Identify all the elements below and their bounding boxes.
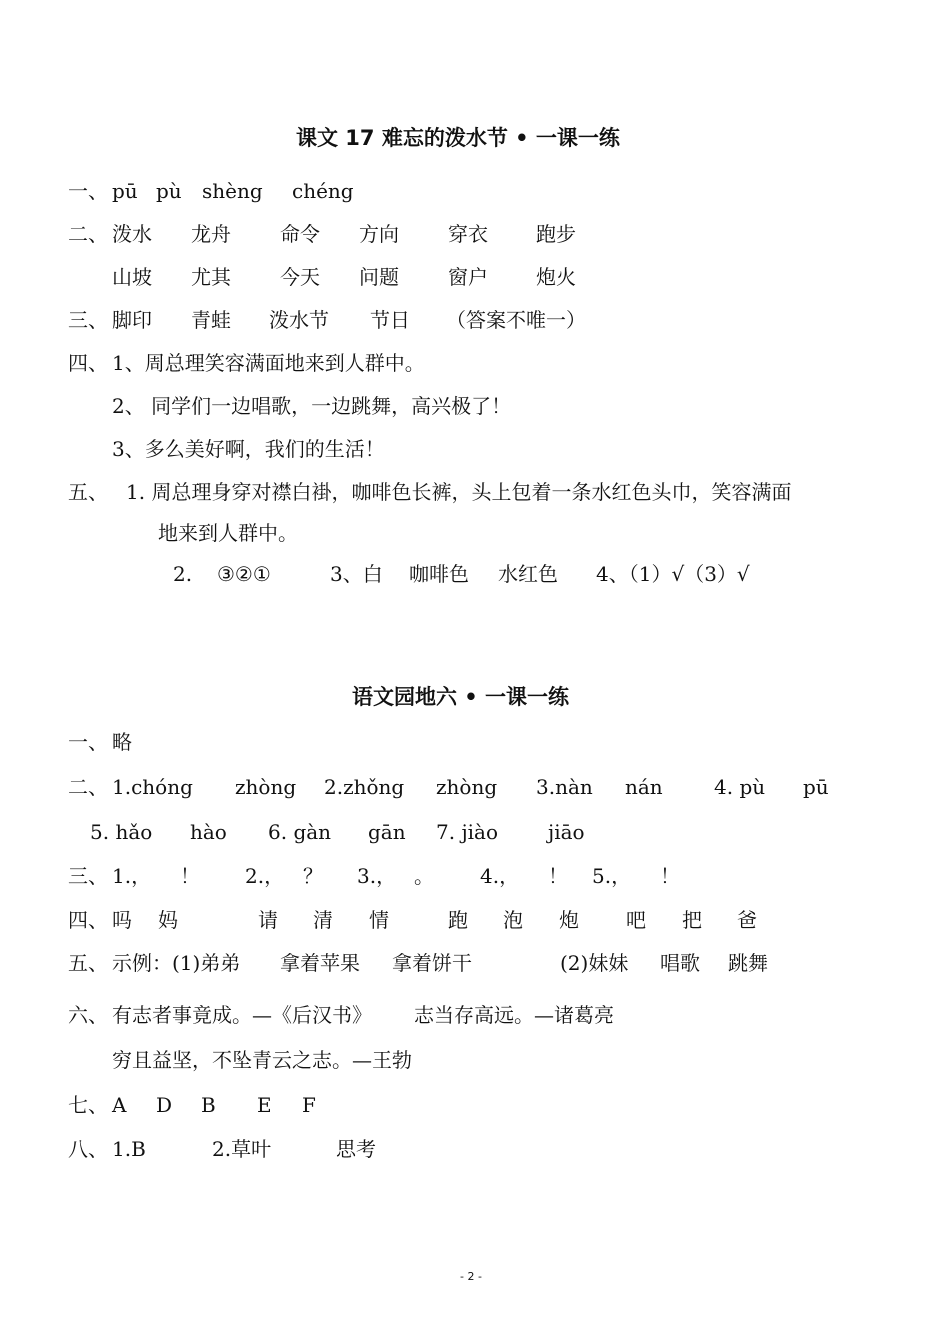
s1-q2-word: 穿衣 [448,222,488,246]
s2-q8-item: 思考 [336,1137,376,1161]
s1-q1-item: pū [112,179,138,203]
s2-q8-item: 2.草叶 [212,1137,272,1161]
s1-q5-answer: 2. [173,562,193,586]
s2-q2-item: jiāo [548,820,585,844]
s2-q2-item: pū [803,775,829,799]
s2-q2-item: zhòng [436,775,498,799]
s2-q3-item: ！ [548,864,568,888]
s2-q2-item: gān [368,820,406,844]
s1-q3-item: （答案不唯一） [446,308,586,332]
s1-q2-word: 尤其 [191,265,231,289]
s2-q4-char: 把 [682,908,702,932]
s1-q4-line: 1、周总理笑容满面地来到人群中。 [112,351,425,375]
s2-q2-number: 二、 [68,775,108,799]
s2-q8-number: 八、 [68,1137,108,1161]
s2-q5-item: 唱歌 [660,951,700,975]
s2-q2-item: nán [625,775,663,799]
s2-q2-item: 7. jiào [436,820,499,844]
s2-q4-char: 情 [369,908,389,932]
s1-q4-line: 3、多么美好啊，我们的生活！ [112,437,385,461]
page-number: - 2 - [460,1270,482,1283]
s2-q4-char: 清 [313,908,333,932]
s2-q2-item: 4. pù [714,775,766,799]
s2-q6-number: 六、 [68,1003,108,1027]
s2-q8-item: 1.B [112,1137,146,1161]
s2-q3-item: 4.， [480,864,520,888]
s1-q1-item: chéng [292,179,354,203]
s2-q2-item: 3.nàn [536,775,593,799]
s1-q3-item: 脚印 [112,308,152,332]
s2-q4-number: 四、 [68,908,108,932]
s2-q6-quote: 有志者事竟成。—《后汉书》 [112,1003,372,1027]
s1-q5-answer: 咖啡色 [409,562,469,586]
s2-q5-item: 跳舞 [728,951,768,975]
s1-q1-item: shèng [202,179,263,203]
s1-q3-item: 节日 [370,308,410,332]
s1-q2-word: 今天 [280,265,320,289]
s2-q3-item: ！ [660,864,680,888]
s2-q7-item: F [302,1093,316,1117]
s2-q3-item: 。 [414,864,434,888]
s1-q2-word: 命令 [280,222,320,246]
s2-q4-char: 请 [258,908,278,932]
s1-q1-number: 一、 [68,179,108,203]
s1-q4-line: 2、 同学们一边唱歌，一边跳舞，高兴极了！ [112,394,512,418]
s2-q7-item: B [201,1093,216,1117]
s1-q2-word: 问题 [359,265,399,289]
section2-title: 语文园地六 • 一课一练 [352,685,570,709]
s2-q5-item: 示例：(1)弟弟 [112,951,241,975]
s1-q5-number: 五、 [68,480,108,504]
s2-q4-char: 炮 [559,908,579,932]
s1-q2-word: 方向 [359,222,399,246]
s2-q2-item: 1.chóng [112,775,193,799]
s1-q2-word: 跑步 [536,222,576,246]
s1-q5-answer: 水红色 [498,562,558,586]
s1-q3-item: 泼水节 [269,308,329,332]
s2-q5-item: 拿着饼干 [392,951,472,975]
s1-q3-item: 青蛙 [191,308,231,332]
section1-title: 课文 17 难忘的泼水节 • 一课一练 [296,126,620,150]
s2-q2-item: zhòng [235,775,297,799]
s2-q7-item: A [112,1093,127,1117]
s1-q4-number: 四、 [68,351,108,375]
s1-q5-line: 1. 周总理身穿对襟白褂，咖啡色长裤，头上包着一条水红色头巾，笑容满面 [126,480,792,504]
s2-q2-item: 2.zhǒng [324,775,405,799]
s1-q2-word: 泼水 [112,222,152,246]
s2-q3-number: 三、 [68,864,108,888]
s2-q7-item: D [156,1093,173,1117]
s2-q4-char: 妈 [158,908,178,932]
s2-q5-item: (2)妹妹 [560,951,629,975]
s1-q3-number: 三、 [68,308,108,332]
s2-q1-text: 略 [112,730,132,754]
s2-q3-item: ！ [180,864,200,888]
s1-q1-item: pù [156,179,182,203]
s1-q2-word: 炮火 [536,265,576,289]
s2-q4-char: 泡 [503,908,523,932]
s1-q5-line: 地来到人群中。 [158,521,298,545]
s2-q7-item: E [257,1093,272,1117]
s2-q6-quote: 穷且益坚，不坠青云之志。—王勃 [112,1048,412,1072]
s2-q4-char: 跑 [448,908,468,932]
s2-q4-char: 爸 [737,908,757,932]
s1-q2-number: 二、 [68,222,108,246]
s2-q4-char: 吧 [626,908,646,932]
s2-q4-char: 吗 [112,908,132,932]
s2-q3-item: 2.， [245,864,285,888]
s2-q3-item: 5.， [592,864,632,888]
s1-q5-answer: 4、（1）√（3）√ [596,562,750,586]
s1-q5-answer: 3、白 [330,562,383,586]
s2-q3-item: 3.， [357,864,397,888]
s2-q6-quote: 志当存高远。—诸葛亮 [414,1003,614,1027]
s2-q5-item: 拿着苹果 [280,951,360,975]
s2-q5-number: 五、 [68,951,108,975]
s1-q2-word: 山坡 [112,265,152,289]
s2-q3-item: 1.， [112,864,152,888]
s2-q2-item: hào [190,820,227,844]
s1-q2-word: 龙舟 [191,222,231,246]
s1-q5-answer: ③②① [217,562,271,586]
s2-q2-item: 5. hǎo [90,820,153,844]
s2-q1-number: 一、 [68,730,108,754]
s2-q3-item: ？ [303,864,323,888]
s1-q2-word: 窗户 [448,265,488,289]
s2-q7-number: 七、 [68,1093,108,1117]
s2-q2-item: 6. gàn [268,820,332,844]
